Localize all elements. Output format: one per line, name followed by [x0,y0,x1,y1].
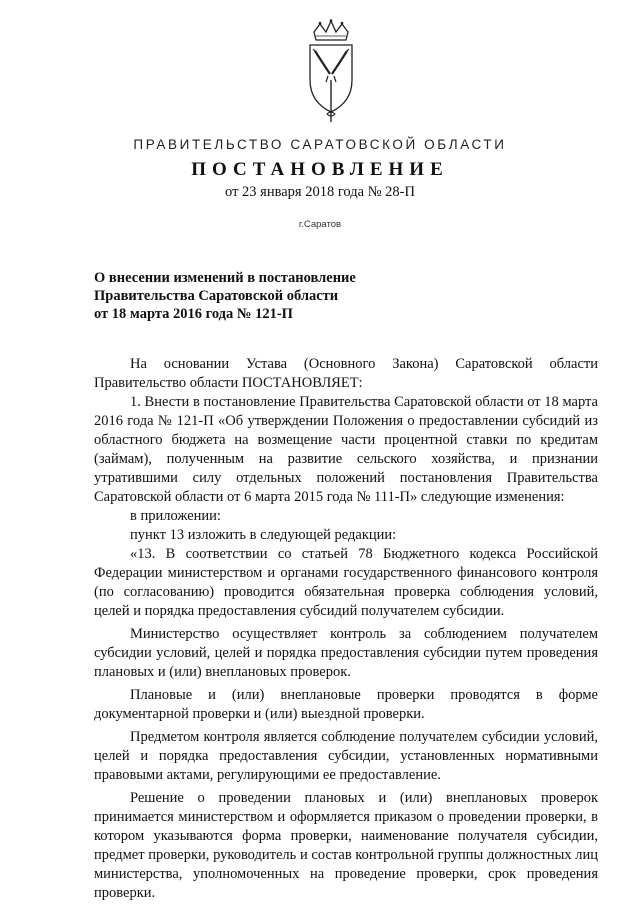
decision-paragraph: Решение о проведении плановых и (или) внеплановых проверок принимается министерством и оформляется приказом о проведении проверки, в котором указываются форма проверки, наименование получателя субсидии, предмет проверки, руководитель и состав контрольной группы должностных лиц министерства, уполномоченных на проведение проверки, срок проведения проверки. [94,790,598,901]
point-13-text: «13. В соответствии со статьей 78 Бюджетного кодекса Российской Федерации министерством и органами государственного финансового контроля (по согласованию) проводится обязательная проверка соблюдения условий, целей и порядка предоставления субсидий получателем субсидии. [94,546,598,619]
check-form-paragraph: Плановые и (или) внеплановые проверки проводятся в форме документарной проверки и (или) выездной проверки. [94,687,598,722]
control-subject-paragraph: Предметом контроля является соблюдение получателем субсидии условий, целей и порядка предоставления субсидии, установленных нормативными правовыми актами, регулирующими ее предоставление. [94,729,598,783]
government-name: ПРАВИТЕЛЬСТВО САРАТОВСКОЙ ОБЛАСТИ [133,137,507,152]
document-date-number: от 23 января 2018 года № 28-П [225,184,415,200]
subject-line: от 18 марта 2016 года № 121-П [94,306,293,322]
document-city: г.Саратов [298,219,342,230]
item-1-paragraph: 1. Внести в постановление Правительства Саратовской области от 18 марта 2016 года № 121-П «Об утверждении Положения о предоставлении субсидий из областного бюджета на возмещение части процентной ставки по кредитам (займам), полученным на развитие сельского хозяйства, и признании утратившими силу отдельных положений постановления Правительства Саратовской области от 6 марта 2015 года № 111-П» следующие изменения: [94,394,598,505]
subject-line: О внесении изменений в постановление [94,270,356,286]
intro-paragraph: На основании Устава (Основного Закона) Саратовской области Правительство области ПОСТАНОВЛЯЕТ: [94,356,598,391]
point-13-line: пункт 13 изложить в следующей редакции: [130,527,397,543]
document-subject [94,269,494,323]
document-type-title: ПОСТАНОВЛЕНИЕ [191,159,449,180]
saratov-coat-of-arms-emblem [300,18,362,126]
annex-line: в приложении: [130,508,221,524]
document-body [94,355,598,903]
subject-line: Правительства Саратовской области [94,288,339,304]
ministry-control-paragraph: Министерство осуществляет контроль за соблюдением получателем субсидии условий, целей и порядка предоставления субсидии путем проведения плановых и (или) внеплановых проверок. [94,626,598,680]
